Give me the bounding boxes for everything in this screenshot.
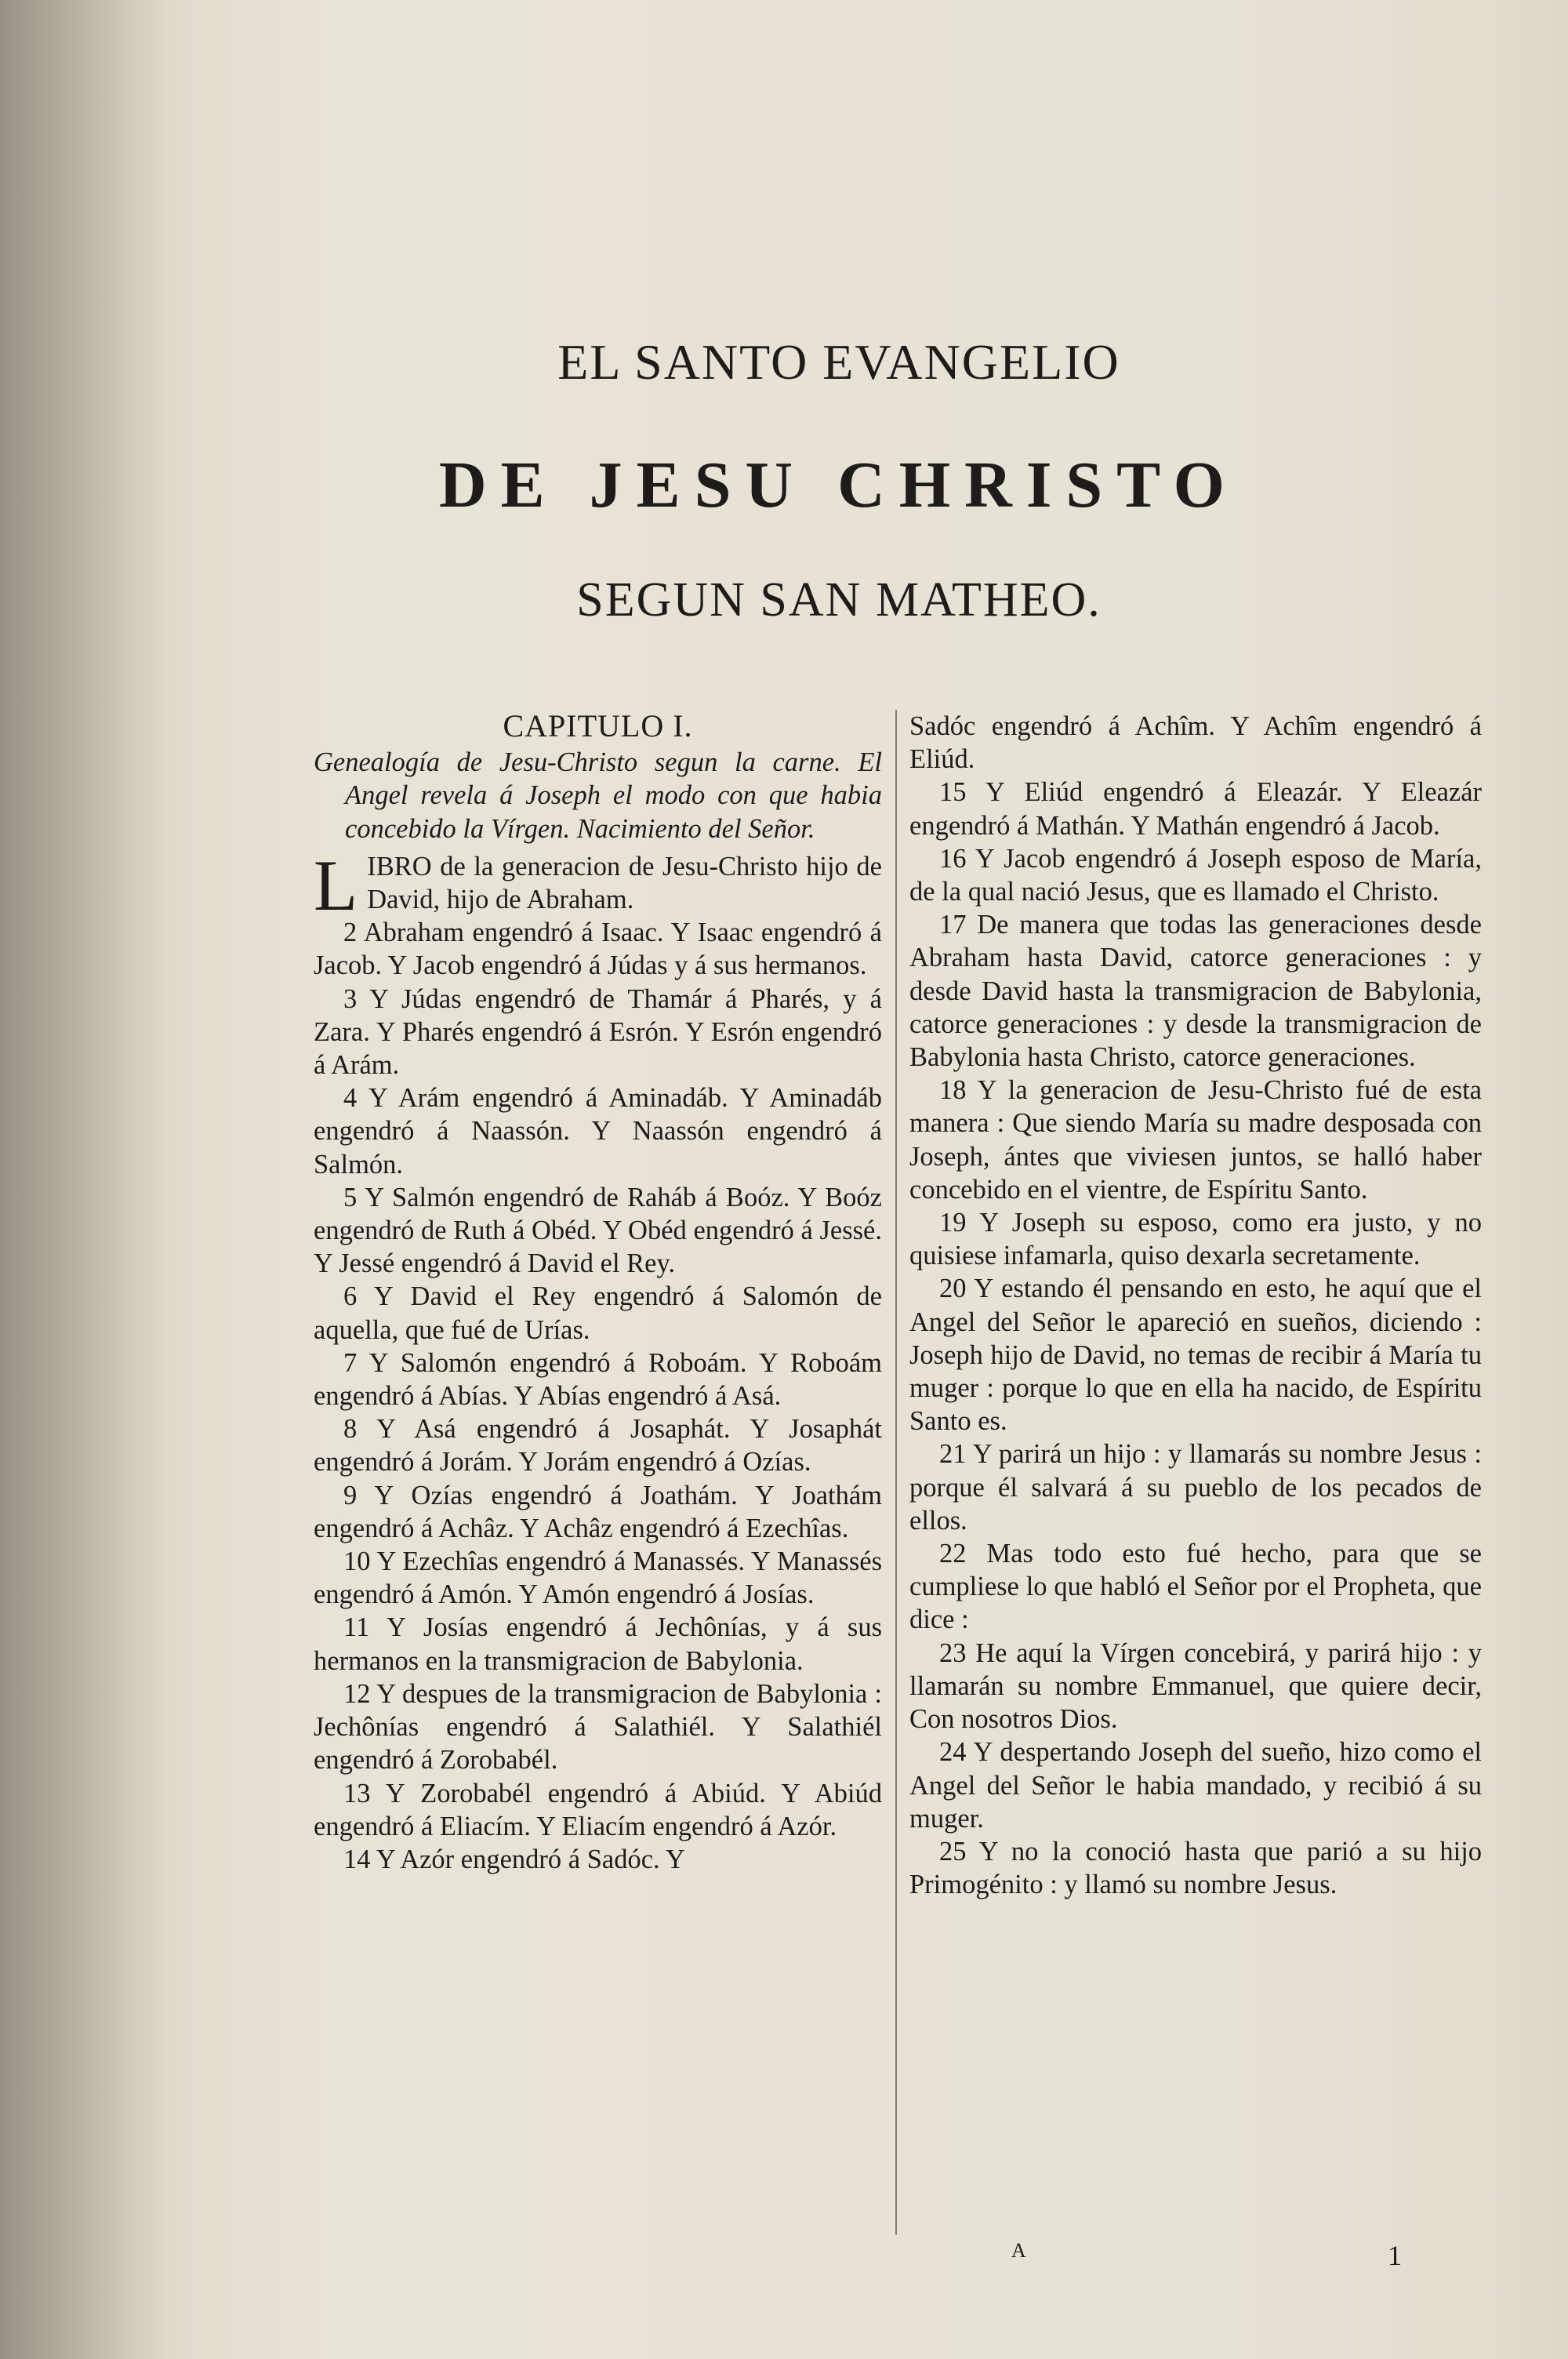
verse: 13 Y Zorobabél engendró á Abiúd. Y Abiúd engendró á Eliacím. Y Eliacím engendró á Azór. (314, 1778, 882, 1841)
verse: 3 Y Júdas engendró de Thamár á Pharés, y á Zara. Y Pharés engendró á Esrón. Y Esrón engendró á Arám. (314, 983, 882, 1081)
column-divider (895, 710, 897, 2235)
verse: 16 Y Jacob engendró á Joseph esposo de María, de la qual nació Jesus, que es llamado el Christo. (909, 843, 1482, 907)
title-line-1: EL SANTO EVANGELIO (557, 334, 1120, 390)
verse: 25 Y no la conoció hasta que parió a su hijo Primogénito : y llamó su nombre Jesus. (909, 1836, 1482, 1900)
title-line-2: DE JESU CHRISTO (438, 449, 1239, 522)
signature-mark: A (1011, 2239, 1026, 2262)
verse: 5 Y Salmón engendró de Raháb á Boóz. Y Boóz engendró de Ruth á Obéd. Y Obéd engendró á Jessé. Y Jessé engendró á David el Rey. (314, 1182, 882, 1279)
verse: 21 Y parirá un hijo : y llamarás su nombre Jesus : porque él salvará á su pueblo de los pecados de ellos. (909, 1439, 1482, 1536)
verse: 8 Y Asá engendró á Josaphát. Y Josaphát engendró á Jorám. Y Jorám engendró á Ozías. (314, 1414, 882, 1478)
right-column (909, 710, 1482, 1901)
verse: 23 He aquí la Vírgen concebirá, y parirá hijo : y llamarán su nombre Emmanuel, que quiere decir, Con nosotros Dios. (909, 1637, 1482, 1735)
verse: 12 Y despues de la transmigracion de Babylonia : Jechônías engendró á Salathiél. Y Salathiél engendró á Zorobabél. (314, 1678, 882, 1776)
left-column (314, 710, 882, 1876)
verse: 6 Y David el Rey engendró á Salomón de aquella, que fué de Urías. (314, 1281, 882, 1345)
verse: 18 Y la generacion de Jesu-Christo fué de esta manera : Que siendo María su madre desposada con Joseph, ántes que viviesen juntos, se halló haber concebido en el vientre, de Espíritu Santo. (909, 1075, 1482, 1205)
verse: 11 Y Josías engendró á Jechônías, y á sus hermanos en la transmigracion de Babylonia. (314, 1612, 882, 1676)
verse: 19 Y Joseph su esposo, como era justo, y no quisiese infamarla, quiso dexarla secretamente. (909, 1208, 1482, 1271)
verse: 17 De manera que todas las generaciones desde Abraham hasta David, catorce generaciones : y desde David hasta la transmigracion de Babylonia, catorce generaciones : y desde la transmigracion de Babylonia hasta Christo, catorce generaciones. (909, 910, 1482, 1073)
chapter-summary: Genealogía de Jesu-Christo segun la carne. El Angel revela á Joseph el modo con que habia concebido la Vírgen. Nacimiento del Señor. (314, 747, 882, 844)
verse: 14 Y Azór engendró á Sadóc. Y (343, 1844, 685, 1874)
verse: 9 Y Ozías engendró á Joathám. Y Joathám engendró á Achâz. Y Achâz engendró á Ezechîas. (314, 1480, 882, 1543)
verse-continued: Sadóc engendró á Achîm. Y Achîm engendró á Eliúd. (909, 711, 1482, 775)
page-number: 1 (1388, 2240, 1402, 2271)
verse-1 (314, 845, 882, 925)
verse: 22 Mas todo esto fué hecho, para que se cumpliese lo que habló el Señor por el Propheta, que dice : (909, 1539, 1482, 1635)
verse: 7 Y Salomón engendró á Roboám. Y Roboám engendró á Abías. Y Abías engendró á Asá. (314, 1347, 882, 1412)
verse: 4 Y Arám engendró á Aminadáb. Y Aminadáb engendró á Naassón. Y Naassón engendró á Salmón. (314, 1083, 882, 1180)
verse-1-text: IBRO de la generacion de Jesu-Christo hijo de David, hijo de Abraham. (367, 851, 882, 915)
chapter-heading: CAPITULO I. (503, 708, 693, 743)
verse: 10 Y Ezechîas engendró á Manassés. Y Manassés engendró á Amón. Y Amón engendró á Josías. (314, 1547, 882, 1610)
drop-cap: L (314, 845, 358, 925)
verse: 2 Abraham engendró á Isaac. Y Isaac engendró á Jacob. Y Jacob engendró á Júdas y á sus hermanos. (314, 918, 882, 981)
title-line-3: SEGUN SAN MATHEO. (576, 573, 1102, 627)
verse: 15 Y Eliúd engendró á Eleazár. Y Eleazár engendró á Mathán. Y Mathán engendró á Jacob. (909, 777, 1482, 841)
verse: 24 Y despertando Joseph del sueño, hizo como el Angel del Señor le habia mandado, y recibió á su muger. (909, 1737, 1482, 1834)
verse: 20 Y estando él pensando en esto, he aquí que el Angel del Señor le apareció en sueños, diciendo : Joseph hijo de David, no temas de recibir á María tu muger : porque lo que en ella ha nacido, de Espíritu Santo es. (909, 1274, 1482, 1437)
